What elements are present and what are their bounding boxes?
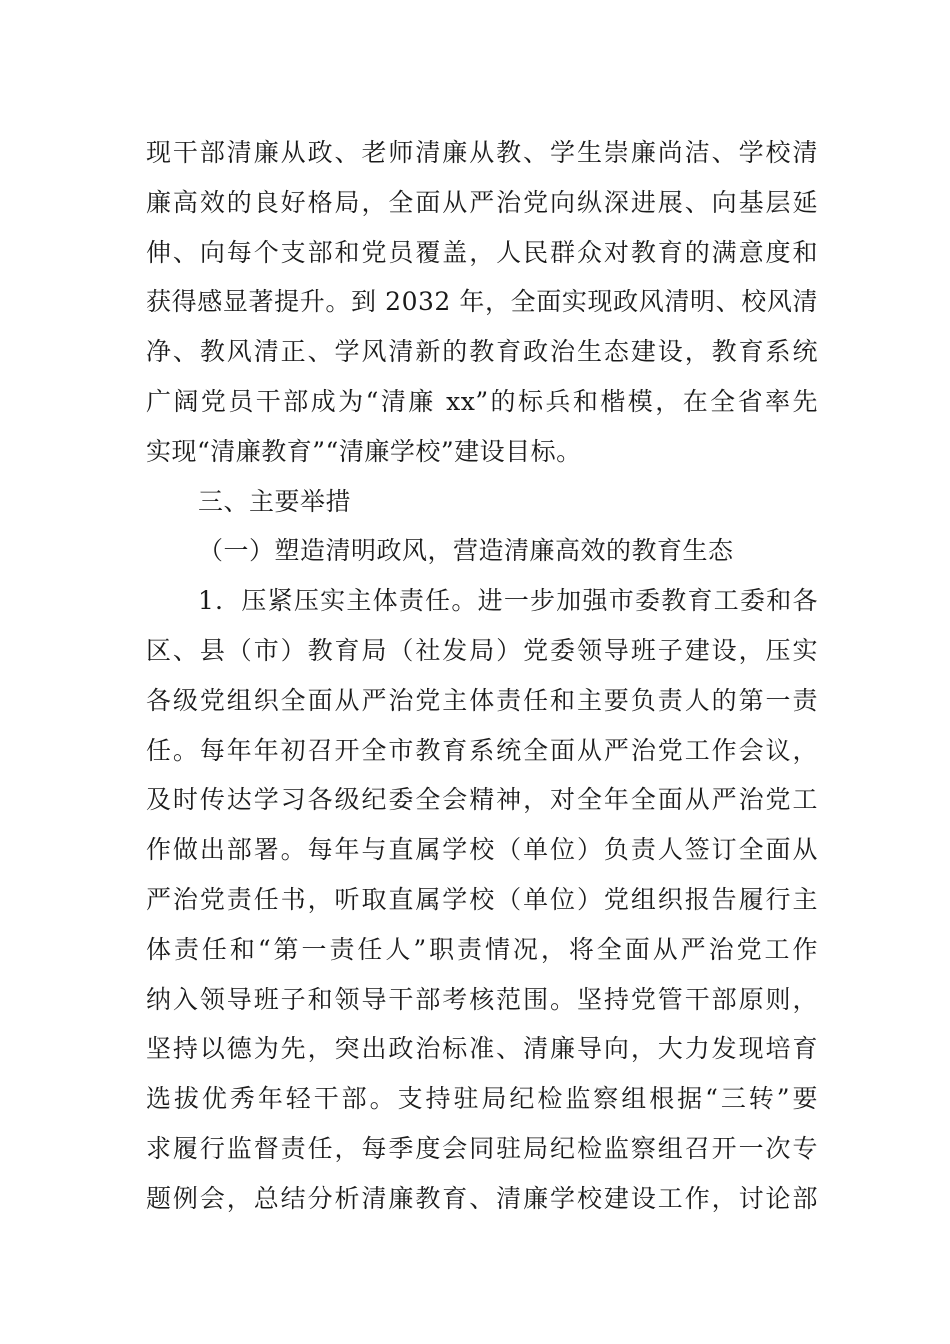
section-heading: 三、主要举措 [198, 486, 352, 516]
paragraph-line: 选拔优秀年轻干部。支持驻局纪检监察组根据“三转”要 [146, 1084, 818, 1114]
paragraph-line: 及时传达学习各级纪委全会精神，对全年全面从严治党工 [146, 785, 818, 815]
paragraph-line: 求履行监督责任，每季度会同驻局纪检监察组召开一次专 [146, 1133, 818, 1163]
paragraph-line: 现干部清廉从政、老师清廉从教、学生崇廉尚洁、学校清 [146, 138, 818, 167]
subsection-heading: （一）塑造清明政风，营造清廉高效的教育生态 [198, 536, 734, 566]
paragraph-line: 净、教风清正、学风清新的教育政治生态建设，教育系统 [146, 337, 818, 367]
paragraph-line: 体责任和“第一责任人”职责情况，将全面从严治党工作 [146, 934, 818, 964]
paragraph-line: 廉高效的良好格局，全面从严治党向纵深进展、向基层延 [146, 187, 818, 217]
paragraph-line: 1．压紧压实主体责任。进一步加强市委教育工委和各 [198, 586, 818, 616]
paragraph-line: 任。每年年初召开全市教育系统全面从严治党工作会议， [146, 735, 818, 765]
paragraph-line: 伸、向每个支部和党员覆盖，人民群众对教育的满意度和 [146, 237, 818, 267]
paragraph-line: 区、县（市）教育局（社发局）党委领导班子建设，压实 [146, 635, 818, 665]
paragraph-line: 获得感显著提升。到 2032 年，全面实现政风清明、校风清 [146, 287, 818, 317]
paragraph-line: 严治党责任书，听取直属学校（单位）党组织报告履行主 [146, 884, 818, 914]
paragraph-line: 作做出部署。每年与直属学校（单位）负责人签订全面从 [146, 835, 818, 865]
paragraph-line: 题例会，总结分析清廉教育、清廉学校建设工作，讨论部 [146, 1183, 818, 1213]
document-body [146, 128, 818, 1224]
paragraph-line: 广阔党员干部成为“清廉 xx”的标兵和楷模，在全省率先 [146, 386, 818, 416]
paragraph-line: 纳入领导班子和领导干部考核范围。坚持党管干部原则， [146, 984, 818, 1014]
paragraph-line: 实现“清廉教育”“清廉学校”建设目标。 [146, 436, 582, 466]
paragraph-line: 各级党组织全面从严治党主体责任和主要负责人的第一责 [146, 685, 818, 715]
paragraph-line: 坚持以德为先，突出政治标准、清廉导向，大力发现培育 [146, 1034, 818, 1064]
